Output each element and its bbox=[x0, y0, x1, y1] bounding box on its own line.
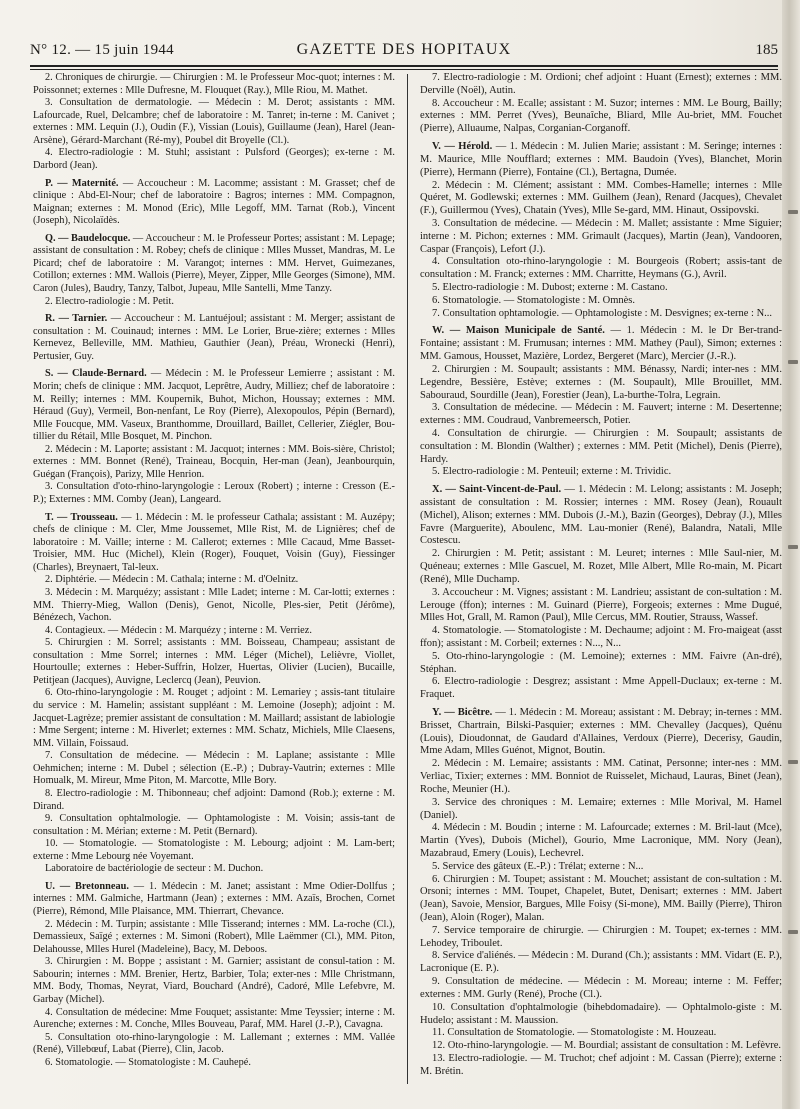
listing-paragraph bbox=[420, 484, 782, 548]
paragraph-text: 5. Service des gâteux (E.-P.) : Trélat; externe : N... bbox=[432, 860, 644, 872]
paragraph-text: — Accoucheur : M. le Professeur Portes; assistant : M. Lepage; assistant de consultation : M. Robey; chefs de clinique : Mlles Musset, Mandras, M. Le Picard; chef de laboratoire : M. Varangot; internes : MM. Hervet, Guimezanes, Cotillon; externes : MM. Wallois (Pierre), Meyer, Zipper, Mlle Georges (Simone), MM. Caron (Jules), Baudry, Tanzy, Talbot, Jupeau, Mlle Santelli, Mme Tanzy. bbox=[33, 232, 396, 294]
paragraph-text: 5. Chirurgien : M. Sorrel; assistants : MM. Boisseau, Champeau; assistant de consultation : Mme Sorrel; internes : MM. Léger (Michel), Lelièvre, Viollet, Hourtoulle; externes : Heber-Suffrin, Holzer, Huertas, Olivier (Lucien), Bucaille, Petitjean (Jacques), Auvigne, Leclercq (Jean), Peuvion. bbox=[33, 637, 395, 686]
paragraph-text: 4. Consultation de médecine: Mme Fouquet; assistante: Mme Teyssier; interne : M. Aurenche; externes : M. Conche, Mlles Bouveau, Paraf, MM. Harel (J.-P.), Cavagna. bbox=[33, 1006, 395, 1031]
listing-paragraph bbox=[33, 687, 395, 750]
listing-paragraph bbox=[33, 881, 395, 919]
paragraph-text: 7. Service temporaire de chirurgie. — Chirurgien : M. Toupet; ex-ternes : MM. Lehodey, Triboulet. bbox=[420, 924, 782, 949]
listing-paragraph bbox=[420, 587, 782, 625]
listing-paragraph bbox=[420, 548, 782, 586]
paragraph-text: 10. Consultation d'ophtalmologie (bihebdomadaire). — Ophtalmolo-giste : M. Hudelo; assistant : M. Maussion. bbox=[420, 1001, 782, 1026]
paragraph-text: 9. Consultation ophtalmologie. — Ophtamologiste : M. Voisin; assis-tant de consultation : M. Mérian; externe : M. Petit (Bernard). bbox=[33, 813, 395, 837]
paragraph-text: Laboratoire de bactériologie de secteur : M. Duchon. bbox=[45, 863, 264, 875]
edge-mark bbox=[788, 360, 798, 364]
paragraph-text: — Accoucheur : M. Lacomme; assistant : M. Grasset; chef de clinique : Abd-El-Nour; chef de laboratoire : Bagros; internes : MM. Compagnon, Maignan; externes : M. Monod (Eric), Mlle Legoff, MM. Tarnat (Rob.), Vincent (Joseph), Nicolaïdès. bbox=[33, 177, 395, 227]
hospital-section-heading: U. — Bretonneau. bbox=[45, 880, 129, 892]
edge-mark bbox=[788, 210, 798, 214]
listing-paragraph bbox=[33, 788, 395, 813]
paragraph-text: 3. Consultation de médecine. — Médecin : M. Fauvert; interne : M. Desertenne; externes : MM. Coudraud, Vanbremeersch, Potier. bbox=[420, 402, 782, 427]
listing-paragraph bbox=[33, 1007, 395, 1032]
hospital-section-heading: X. — Saint-Vincent-de-Paul. bbox=[432, 484, 562, 496]
paragraph-text: 8. Accoucheur : M. Ecalle; assistant : M. Suzor; internes : MM. Le Bourg, Bailly; externes : MM. Perret (Yves), Beunaîche, Bliard, Mlle Au-briet, MM. Fouchet (Pierre), Alluaume, Nalpas, Corganian-Corganoff. bbox=[420, 97, 782, 135]
listing-paragraph bbox=[420, 707, 782, 758]
paragraph-text: 2. Médecin : M. Lemaire; assistants : MM. Catinat, Personne; inter-nes : MM. Verliac, Tixier; externes : MM. Bonniot de Ruisselet, Michaud, Lauras, Binet (Jean), Roche, Meunier (H.). bbox=[420, 758, 782, 795]
paragraph-text: 6. Chirurgien : M. Toupet; assistant : M. Mouchet; assistant de con-sultation : M. Orsoni; internes : MM. Toupet, Chapelet, Butet, Denisart; externes : MM. Jabert (Jean), Savoie, Mensior, Bargues, Mlle Foisy (Si-mone), MM. Bailly (Pierre), Thiron (Jean), Aloin (Roger), Malan. bbox=[420, 873, 782, 923]
paragraph-text: 3. Chirurgien : M. Boppe ; assistant : M. Garnier; assistant de consul-tation : M. Sabourin; internes : MM. Brenier, Hertz, Barbier, Tola; exter-nes : Mlle Christmann, MM. Body, Thomas, Neyrat, Viard, Bouchard (André), Cadoré, Mlle Lefebvre, M. Garbay (Michel). bbox=[33, 956, 395, 1005]
right-text-column bbox=[420, 72, 782, 1079]
paragraph-text: 2. Chirurgien : M. Petit; assistant : M. Leuret; internes : Mlle Saul-nier, M. Quéneau; externes : Mlle Gascuel, M. Rozet, Mlle Albert, Mlle Ro-main, M. Picart (René), Mlle Duchamp. bbox=[420, 548, 782, 585]
listing-paragraph bbox=[420, 308, 782, 321]
paragraph-text: 3. Consultation d'oto-rhino-laryngologie : Leroux (Robert) ; interne : Cresson (E.-P.); Externes : MM. Comby (Jean), Langeard. bbox=[33, 481, 395, 505]
listing-paragraph bbox=[420, 364, 782, 402]
paragraph-text: 2. Chroniques de chirurgie. — Chirurgien : M. le Professeur Moc-quot; internes : M. Poissonnet; externes : Mlle Dufresne, M. Flouquet (Ray.), Mlle Riou, M. Mathet. bbox=[33, 72, 395, 96]
listing-paragraph bbox=[33, 587, 395, 625]
paragraph-text: 5. Electro-radiologie : M. Penteuil; externe : M. Trividic. bbox=[432, 466, 672, 478]
paragraph-text: 3. Service des chroniques : M. Lemaire; externes : Mlle Morival, M. Hamel (Daniel). bbox=[420, 796, 782, 821]
paragraph-text: 9. Consultation de médecine. — Médecin : M. Moreau; interne : M. Feffer; externes : MM. Gurly (René), Proche (Cl.). bbox=[420, 976, 782, 1000]
hospital-section-heading: T. — Trousseau. bbox=[45, 511, 118, 523]
paragraph-text: 6. Electro-radiologie : Desgrez; assistant : Mme Appell-Duclaux; ex-terne : M. Fraquet. bbox=[420, 676, 782, 701]
paragraph-text: 11. Consultation de Stomatologie. — Stomatologiste : M. Houzeau. bbox=[432, 1027, 717, 1039]
listing-paragraph bbox=[420, 1002, 782, 1028]
paragraph-text: 4. Stomatologie. — Stomatologiste : M. Dechaume; adjoint : M. Fro-maigeat (asst ffon); assistant : M. Corbeil; externes : N..., N... bbox=[420, 625, 782, 649]
paragraph-text: — Accoucheur : M. Lantuéjoul; assistant : M. Merger; assistant de consultation : M. Couinaud; internes : MM. Le Lorier, Brue-zière; externes : Mlles Kernevez, Belleville, MM. Mathieu, Gauthier (Jean), Préau, Wronecki (Henri), Pertusier, Guy. bbox=[33, 313, 395, 362]
paragraph-text: 2. Médecin : M. Clément; assistant : MM. Combes-Hamelle; internes : Mlle Quéret, M. Godlewski; externes : MM. Guilhem (Jean), Renard (Jacques), Chevalet (F.), Guillermou (Yves), Chatain (Yves), Mlle Se-gard, MM. Hinaut, Ossipovski. bbox=[420, 179, 782, 217]
paragraph-text: — Médecin : M. le Professeur Lemierre ; assistant : M. Morin; chefs de clinique : MM. Jacquot, Leprêtre, Audry, Milliez; chef de laboratoire : M. Reilly; internes : MM. Koupernik, Buhot, Michon, Houssay; externes : MM. Héraud (Guy), Vermeil, Bon-nenfant, Le Roy (Pierre), Alexopoulos, Pépin (Bernard), Mlle Foucque, MM. Vaseux, Branthomme, Drouillard, Baillet, Cellerier, Ziégler, Bou-tillier du Rétail, Mlle Bosquet, M. Pinchon. bbox=[33, 368, 395, 443]
listing-paragraph bbox=[33, 838, 395, 863]
left-text-column bbox=[33, 72, 395, 1069]
hospital-section-heading: W. — Maison Municipale de Santé. bbox=[432, 325, 605, 337]
listing-paragraph bbox=[33, 813, 395, 838]
paragraph-text: 3. Accoucheur : M. Vignes; assistant : M. Landrieu; assistant de con-sultation : M. Lerouge (ffon); internes : M. Guinard (Pierre), Forgeois; externes : Mme Dugué, Mlles Hot, Grall, M. Ramon (Paul), Mlle Cercus, MM. Routier, Strauss, Wassef. bbox=[420, 586, 782, 624]
listing-paragraph bbox=[33, 444, 395, 482]
listing-paragraph bbox=[33, 750, 395, 788]
listing-paragraph bbox=[33, 481, 395, 506]
listing-paragraph bbox=[33, 956, 395, 1006]
listing-paragraph bbox=[33, 72, 395, 97]
paragraph-text: 6. Stomatologie. — Stomatologiste : M. Cauhepé. bbox=[45, 1056, 251, 1068]
listing-paragraph bbox=[420, 1027, 782, 1040]
listing-paragraph bbox=[420, 402, 782, 428]
header-rule-thin bbox=[30, 69, 778, 70]
listing-paragraph bbox=[420, 758, 782, 796]
listing-paragraph bbox=[420, 180, 782, 218]
page-header bbox=[30, 38, 778, 64]
listing-paragraph bbox=[420, 1040, 782, 1053]
paragraph-text: 5. Oto-rhino-laryngologie : (M. Lemoine); externes : MM. Faivre (An-dré), Stéphan. bbox=[420, 650, 782, 675]
paragraph-text: — 1. Médecin : M. Moreau; assistant : M. Debray; in-ternes : MM. Brisset, Chartrain, Bilski-Pasquier; externes : MM. Chevalley (Jacques), Quénu (Louis), Dioudonnat, de Gaudard d'Allaines, Verdoux (Pierre), Decerisy, Gaudin, Mme Adam, Mlles Guénot, Mignot, Boutin. bbox=[420, 707, 782, 757]
listing-paragraph bbox=[420, 625, 782, 651]
paragraph-text: 8. Electro-radiologie : M. Thibonneau; chef adjoint: Damond (Rob.); externe : M. Dirand. bbox=[33, 787, 395, 812]
listing-paragraph bbox=[420, 874, 782, 925]
listing-paragraph bbox=[33, 313, 395, 363]
paragraph-text: 4. Contagieux. — Médecin : M. Marquézy ; interne : M. Verriez. bbox=[45, 624, 312, 636]
paragraph-text: 3. Consultation de médecine. — Médecin : M. Mallet; assistante : Mme Siguier; interne : M. Pichon; externes : MM. Grimault (Jacques), Martin (Jean), Vandooren, Caspar (François), Lefort (J.). bbox=[420, 217, 782, 255]
paragraph-text: — 1. Médecin : M. le professeur Cathala; assistant : M. Auzépy; chefs de clinique : M. Cler, Mme Joussemet, Mlle Rist, M. de Lignières; chef de laboratoire : M. Vaille; interne : M. Callerot; externes : Mlle Cacaud, Mme Basset-Troisier, MM. Huc (Michel), Klein (Roger), Fouquet, Voisin (Guy), Fiessinger (Charles), Breynaert, Tal-leux. bbox=[33, 511, 395, 573]
listing-paragraph bbox=[420, 466, 782, 479]
journal-title: GAZETTE DES HOPITAUX bbox=[296, 41, 512, 58]
paragraph-text: — 1. Médecin : M. Julien Marie; assistant : M. Seringe; internes : M. Maurice, Mlle Noufflard; externes : MM. Baudoin (Yves), Blanchet, Morin (Pierre), Hermann (Pierre), Fontaine (Cl.), Bertagna, Dumée. bbox=[420, 141, 782, 178]
paragraph-text: 8. Service d'aliénés. — Médecin : M. Durand (Ch.); assistants : MM. Vidart (E. P.), Lacronique (E. P.). bbox=[420, 950, 782, 975]
listing-paragraph bbox=[33, 178, 395, 228]
paragraph-text: — 1. Médecin : M. Lelong; assistants : M. Joseph; assistant de consultation : M. Rossier; internes : MM. Rosey (Jean), Rouault (Michel), Alison; externes : MM. Dubois (J.-M.), Bazin (Georges), Debray (J.), Mlles Favre (Marguerite), Aboulenc, MM. Lau-monier (René), Balandra, Natali, Mlle Costescu. bbox=[420, 484, 782, 547]
listing-paragraph bbox=[33, 1032, 395, 1057]
paragraph-text: 5. Consultation oto-rhino-laryngologie : M. Lallemant ; externes : MM. Vallée (René), Villebœuf, Labat (Pierre), Clin, Jacob. bbox=[33, 1031, 395, 1056]
page-number: 185 bbox=[755, 42, 778, 58]
paragraph-text: 4. Médecin : M. Boudin ; interne : M. Lafourcade; externes : M. Bril-laut (Mce), Martin (Yves), Dubois (Michel), Gourio, Mme Lacronique, MM. Nory (Jean), Mazabraud, Emery (Louis), Lechevrel. bbox=[420, 822, 782, 859]
paragraph-text: 3. Consultation de dermatologie. — Médecin : M. Derot; assistants : MM. Lafourcade, Ruel, Delcambre; chef de laboratoire : M. Tanret; in-terne : M. Canivet ; externes : MM. Lequin (J.), Oudin (F.), Vissian (Louis), Guillaume (Jean), Harel (Jean-Arsène), Gérard-Marchant (Ré-my), Poubel dit Broyelle (Cl.). bbox=[33, 97, 395, 146]
page-edge-shadow bbox=[782, 0, 800, 1109]
listing-paragraph bbox=[420, 1053, 782, 1079]
issue-number-date: N° 12. — 15 juin 1944 bbox=[30, 42, 174, 58]
paragraph-text: — 1. Médecin : M. Janet; assistant : Mme Odier-Dollfus ; internes : MM. Galmiche, Hartmann (Jean) ; externes : MM. Azaïs, Brochen, Cornet (Pierre), Rémond, Mlle Plaisance, MM. Thierrart, Chevance. bbox=[33, 880, 395, 917]
paragraph-text: 4. Consultation oto-rhino-laryngologie : M. Bourgeois (Robert; assis-tant de consultation : M. Franck; externes : MM. Charritte, Heymans (G.), Avril. bbox=[420, 256, 782, 281]
listing-paragraph bbox=[420, 218, 782, 256]
listing-paragraph bbox=[420, 295, 782, 308]
listing-paragraph bbox=[420, 925, 782, 951]
listing-paragraph bbox=[33, 512, 395, 575]
paragraph-text: 7. Consultation ophtamologie. — Ophtamologiste : M. Desvignes; ex-terne : N... bbox=[432, 307, 773, 319]
paragraph-text: 2. Diphtérie. — Médecin : M. Cathala; interne : M. d'Oelnitz. bbox=[45, 574, 299, 586]
paragraph-text: 13. Electro-radiologie. — M. Truchot; chef adjoint : M. Cassan (Pierre); externe : M. Brétin. bbox=[420, 1052, 782, 1077]
hospital-section-heading: P. — Maternité. bbox=[45, 177, 119, 189]
listing-paragraph bbox=[420, 256, 782, 282]
paragraph-text: 4. Electro-radiologie : M. Stuhl; assistant : Pulsford (Georges); ex-terne : M. Darbord (Jean). bbox=[33, 147, 395, 171]
listing-paragraph bbox=[420, 72, 782, 98]
paragraph-text: 2. Chirurgien : M. Soupault; assistants : MM. Bénassy, Nardi; inter-nes : MM. Legendre, Bessière, Estève; externes : (M. Soupault), Mlle Brouillet, MM. Sabouraud, Sourdille (Jean), Forestier (Jean), La-burthe-Tolra, Legrain. bbox=[420, 363, 782, 401]
listing-paragraph bbox=[420, 651, 782, 677]
edge-mark bbox=[788, 545, 798, 549]
hospital-section-heading: Q. — Baudelocque. bbox=[45, 232, 131, 244]
listing-paragraph bbox=[33, 637, 395, 687]
paragraph-text: 5. Electro-radiologie : M. Dubost; externe : M. Castano. bbox=[432, 282, 668, 293]
listing-paragraph bbox=[420, 797, 782, 823]
hospital-section-heading: V. — Hérold. bbox=[432, 141, 493, 153]
listing-paragraph bbox=[33, 919, 395, 957]
paragraph-text: 10. — Stomatologie. — Stomatologiste : M. Lebourg; adjoint : M. Lam-bert; externe : Mme Lebourg née Voyemant. bbox=[33, 838, 395, 862]
listing-paragraph bbox=[33, 625, 395, 638]
listing-paragraph bbox=[33, 147, 395, 172]
edge-mark bbox=[788, 930, 798, 934]
paragraph-text: 6. Stomatologie. — Stomatologiste : M. Omnès. bbox=[432, 294, 635, 306]
listing-paragraph bbox=[420, 325, 782, 363]
column-divider bbox=[407, 74, 408, 1084]
listing-paragraph bbox=[420, 861, 782, 874]
listing-paragraph bbox=[420, 822, 782, 860]
listing-paragraph bbox=[33, 233, 395, 296]
hospital-section-heading: S. — Claude-Bernard. bbox=[45, 368, 147, 380]
paragraph-text: 2. Médecin : M. Turpin; assistante : Mlle Tisserand; internes : MM. La-roche (Cl.), Demassieux, Saïgé ; externes : M. Simoni (Robert), Mlle Laëmmer (Cl.), MM. Piton, Delahousse, Mlles Hurel (Madeleine), Bacy, M. Deboos. bbox=[33, 918, 395, 955]
header-rule-thick bbox=[30, 65, 778, 67]
listing-paragraph bbox=[420, 428, 782, 466]
listing-paragraph bbox=[33, 574, 395, 587]
listing-paragraph bbox=[33, 97, 395, 147]
paragraph-text: 4. Consultation de chirurgie. — Chirurgien : M. Soupault; assistants de consultation : M. Blondin (Walther) ; externes : MM. Petit (Michel), Denis (Pierre), Hardy. bbox=[420, 427, 782, 465]
listing-paragraph bbox=[420, 141, 782, 179]
listing-paragraph bbox=[33, 296, 395, 309]
paragraph-text: 2. Electro-radiologie : M. Petit. bbox=[45, 295, 174, 307]
listing-paragraph bbox=[33, 863, 395, 876]
listing-paragraph bbox=[33, 1057, 395, 1070]
paragraph-text: 12. Oto-rhino-laryngologie. — M. Bourdial; assistant de consultation : M. Lefèvre. bbox=[432, 1040, 782, 1052]
listing-paragraph bbox=[420, 282, 782, 295]
listing-paragraph bbox=[420, 976, 782, 1002]
listing-paragraph bbox=[420, 676, 782, 702]
hospital-section-heading: Y. — Bicêtre. bbox=[432, 707, 493, 718]
listing-paragraph bbox=[420, 950, 782, 976]
listing-paragraph bbox=[420, 98, 782, 136]
paragraph-text: 6. Oto-rhino-laryngologie : M. Rouget ; adjoint : M. Lemariey ; assis-tant titulaire du service : M. Hamelin; assistant suppléant : M. Lemoine (Joseph); adjoint : M. Jacquet-Lagrèze; premier assistant de consultation : M. Maillard; assistant de labiologie : Mme Sergent; interne : M. Hiverlet; externes : MM. Schatz, Michiels, Mlle Claesens, MM. Villain, Foissaud. bbox=[33, 687, 395, 749]
hospital-section-heading: R. — Tarnier. bbox=[45, 313, 108, 325]
paragraph-text: 7. Consultation de médecine. — Médecin : M. Laplane; assistante : Mlle Oehmichen; interne : M. Dubel ; sélection (E.-P.) ; Dubray-Vautrin; externes : Mlle Homualk, M. Mireur, Mme Piton, M. Marcotte, Mlle Bory. bbox=[33, 750, 395, 787]
paragraph-text: 7. Electro-radiologie : M. Ordioni; chef adjoint : Huant (Ernest); externes : MM. Derville (Noël), Autin. bbox=[420, 72, 782, 96]
paragraph-text: 3. Médecin : M. Marquézy; assistant : Mlle Ladet; interne : M. Car-lotti; externes : MM. Thierry-Mieg, Wallon (Denis), Genot, Nicolle, Ples-sier, Petit (Jérôme), Bénézech, Vachon. bbox=[33, 586, 395, 624]
listing-paragraph bbox=[33, 368, 395, 443]
paragraph-text: 2. Médecin : M. Laporte; assistant : M. Jacquot; internes : MM. Bois-sière, Christol; externes : MM. Bonnet (René), Traineau, Bocquin, Her-man (Jean), Jeanbourquin, Guégan (François), Parizy, Mlle Henrion. bbox=[33, 443, 395, 480]
edge-mark bbox=[788, 760, 798, 764]
paragraph-text: — 1. Médecin : M. le Dr Ber-trand-Fontaine; assistant : M. Frumusan; internes : MM. Mathey (Paul), Simon; externes : MM. Gamous, Housset, Mazière, Lordez, Bergeret (Marc), Mercier (J.-R.). bbox=[420, 325, 782, 363]
